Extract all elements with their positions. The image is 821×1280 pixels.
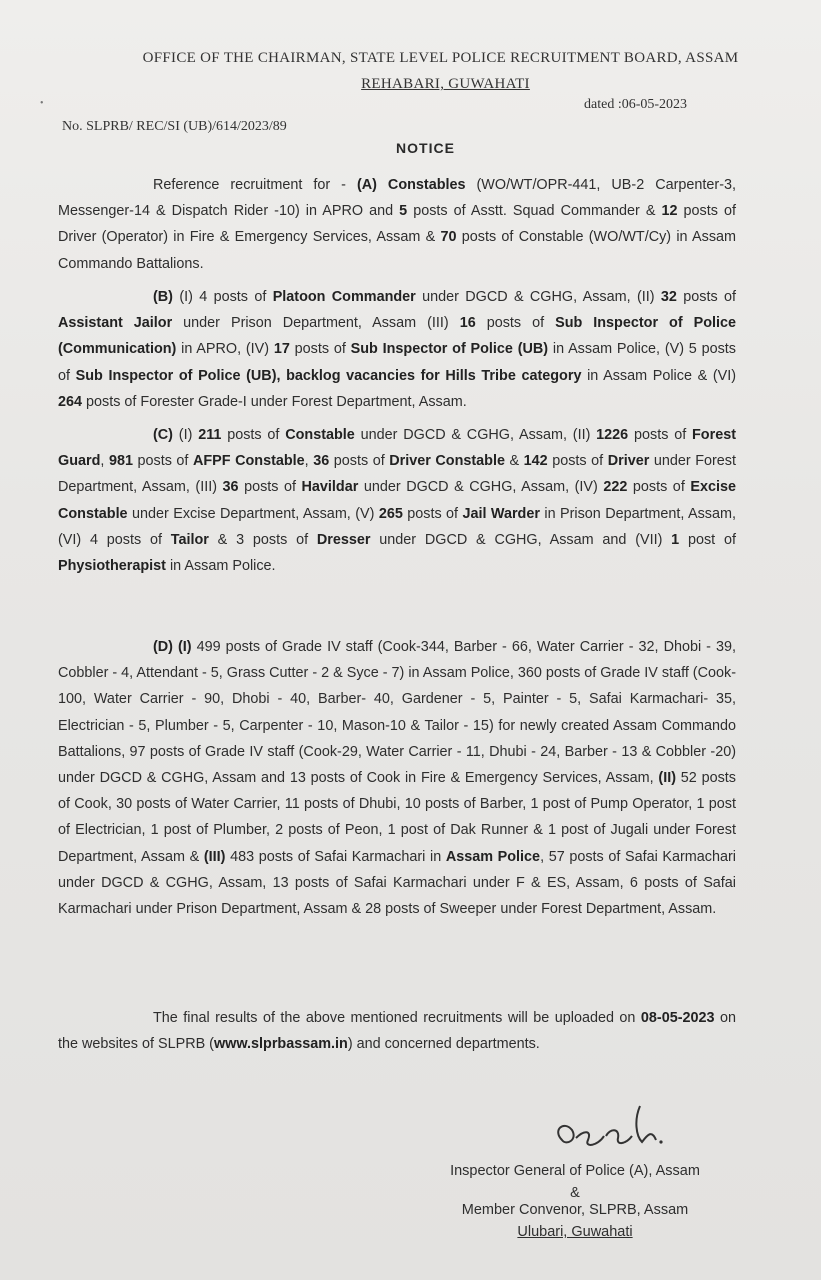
notice-title: NOTICE xyxy=(396,140,455,156)
office-address: REHABARI, GUWAHATI xyxy=(361,76,530,92)
paragraph-d: (D) (I) 499 posts of Grade IV staff (Cook-344, Barber - 66, Water Carrier - 32, Dhobi - 39, Cobbler - 4, Attendant - 5, Grass Cutter - 2 & Syce - 7) in Assam Police, 360 posts of Grade IV staff (Cook-100, Water Carrier - 90, Dhobi - 40, Barber- 40, Gardener - 5, Painter - 5, Safai Karmachari- 35, Electrician - 5, Plumber - 5, Carpenter - 10, Mason-10 & Tailor - 15) for newly created Assam Commando Battalions, 97 posts of Grade IV staff (Cook-29, Water Carrier - 11, Dhubi - 24, Barber - 13 & Cobbler -20) under DGCD & CGHG, Assam and 13 posts of Cook in Fire & Emergency Services, Assam, (II) 52 posts of Cook, 30 posts of Water Carrier, 11 posts of Dhubi, 10 posts of Barber, 1 post of Pump Operator, 1 post of Electrician, 1 post of Plumber, 2 posts of Peon, 1 post of Dak Runner & 1 post of Jugali under Forest Department, Assam & (III) 483 posts of Safai Karmachari in Assam Police, 57 posts of Safai Karmachari under DGCD & CGHG, Assam, 13 posts of Safai Karmachari under F & ES, Assam, 6 posts of Safai Karmachari under Prison Department, Assam & 28 posts of Sweeper under Forest Department, Assam. xyxy=(58,639,736,918)
paragraph-b: (B) (I) 4 posts of Platoon Commander under DGCD & CGHG, Assam, (II) 32 posts of Assistant Jailor under Prison Department, Assam (III) 16 posts of Sub Inspector of Police (Communication) in APRO, (IV) 17 posts of Sub Inspector of Police (UB) in Assam Police, (V) 5 posts of Sub Inspector of Police (UB), backlog vacancies for Hills Tribe category in Assam Police & (VI) 264 posts of Forester Grade-I under Forest Department, Assam. xyxy=(58,289,736,410)
paragraph-final: The final results of the above mentioned recruitments will be uploaded on 08-05-2023 on the websites of SLPRB (www.slprbassam.in) and concerned departments. xyxy=(58,1010,736,1053)
signatory-ampersand: & xyxy=(570,1185,580,1201)
signatory-designation: Inspector General of Police (A), Assam xyxy=(450,1163,700,1179)
bullet-mark: • xyxy=(40,98,44,109)
paragraph-c: (C) (I) 211 posts of Constable under DGCD & CGHG, Assam, (II) 1226 posts of Forest Guard, 981 posts of AFPF Constable, 36 posts of Driver Constable & 142 posts of Driver under Forest Department, Assam, (III) 36 posts of Havildar under DGCD & CGHG, Assam, (IV) 222 posts of Excise Constable under Excise Department, Assam, (V) 265 posts of Jail Warder in Prison Department, Assam, (VI) 4 posts of Tailor & 3 posts of Dresser under DGCD & CGHG, Assam and (VII) 1 post of Physiotherapist in Assam Police. xyxy=(58,427,736,575)
notice-date: dated :06-05-2023 xyxy=(584,97,688,112)
paragraph-a: Reference recruitment for - (A) Constables (WO/WT/OPR-441, UB-2 Carpenter-3, Messenger-14 & Dispatch Rider -10) in APRO and 5 posts of Asstt. Squad Commander & 12 posts of Driver (Operator) in Fire & Emergency Services, Assam & 70 posts of Constable (WO/WT/Cy) in Assam Commando Battalions. xyxy=(58,177,737,272)
signatory-role: Member Convenor, SLPRB, Assam xyxy=(461,1202,689,1218)
handwritten-signature xyxy=(548,1100,668,1160)
reference-number: No. SLPRB/ REC/SI (UB)/614/2023/89 xyxy=(62,119,287,134)
signatory-location: Ulubari, Guwahati xyxy=(517,1224,633,1240)
office-header: OFFICE OF THE CHAIRMAN, STATE LEVEL POLICE RECRUITMENT BOARD, ASSAM xyxy=(142,50,739,66)
